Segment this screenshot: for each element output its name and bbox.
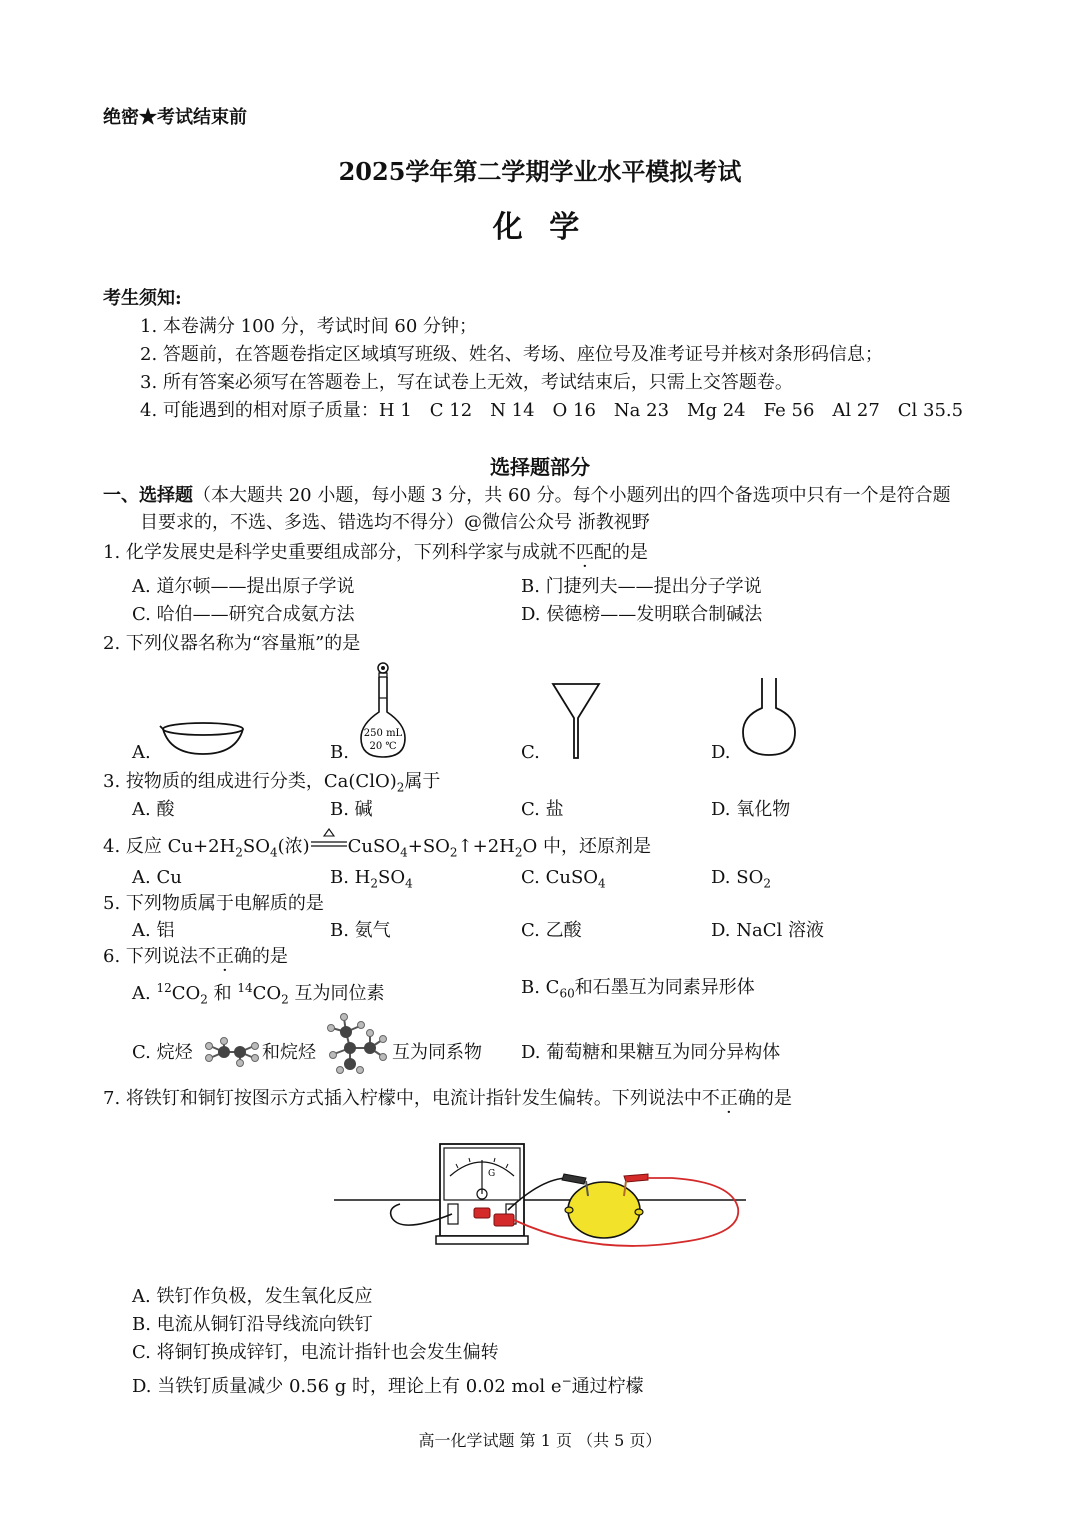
- q5-option-a: A. 铝: [132, 920, 175, 941]
- section-intro-bold: 一、选择题: [103, 485, 193, 506]
- q3-sub: 2: [396, 780, 405, 795]
- lemon-icon: [565, 1182, 643, 1238]
- q7-d-sup: −: [561, 1374, 572, 1388]
- confidential-label: 绝密★考试结束前: [103, 107, 247, 128]
- q3-stem-text: 3. 按物质的组成进行分类，Ca(ClO): [103, 771, 397, 792]
- q6-option-a: [132, 976, 385, 1012]
- branched-alkane-model-icon: [320, 1012, 388, 1074]
- q7-stem-text: 7. 将铁钉和铜钉按图示方式插入柠檬中，电流计指针发生偏转。下列说法中: [103, 1088, 702, 1109]
- q6-b-text: B. C: [521, 977, 560, 998]
- q1-option-d: D. 侯德榜——发明联合制碱法: [521, 604, 763, 625]
- flask-label-volume: 250 mL: [363, 728, 403, 739]
- q1-option-c: C. 哈伯——研究合成氨方法: [132, 604, 355, 625]
- q7-stem: [103, 1087, 792, 1111]
- q4-b-text: SO: [378, 867, 406, 888]
- evaporating-dish-icon: [160, 720, 246, 760]
- q3-option-b: B. 碱: [330, 799, 373, 820]
- q3-stem: [103, 770, 440, 800]
- q6-b-text: 和石墨互为同素异形体: [574, 977, 755, 998]
- q4-option-d: [711, 866, 771, 896]
- q3-option-d: D. 氧化物: [711, 799, 791, 820]
- q4-part: ↑+2H: [457, 836, 515, 857]
- q7-emphasis: 不正确: [701, 1088, 756, 1109]
- funnel-icon: [551, 682, 601, 760]
- q2-option-b: B.: [330, 742, 349, 763]
- q1-emphasis: 不匹配: [557, 542, 612, 563]
- q4-sub: 2: [235, 845, 243, 860]
- q3-option-a: A. 酸: [132, 799, 175, 820]
- q1-stem: [103, 541, 648, 565]
- q6-a-text: 和: [207, 983, 238, 1004]
- q4-stem: [103, 835, 651, 865]
- q4-part: CuSO: [347, 836, 401, 857]
- q2-option-a: A.: [132, 742, 151, 763]
- q4-part: SO: [242, 836, 270, 857]
- q6-option-c-mid: 和烷烃: [262, 1042, 316, 1063]
- q5-option-b: B. 氨气: [330, 920, 391, 941]
- notice-item: 3. 所有答案必须写在答题卷上，写在试卷上无效，考试结束后，只需上交答题卷。: [140, 372, 793, 393]
- q6-a-sup: 12: [156, 981, 172, 995]
- q6-option-c-label: C. 烷烃: [132, 1042, 193, 1063]
- flask-label-temp: 20 ℃: [369, 741, 397, 752]
- q5-option-c: C. 乙酸: [521, 920, 582, 941]
- q4-c-sub: 4: [598, 876, 606, 891]
- q1-stem-text: 1. 化学发展史是科学史重要组成部分，下列科学家与成就: [103, 542, 558, 563]
- notice-item: 1. 本卷满分 100 分，考试时间 60 分钟；: [140, 316, 478, 337]
- q6-emphasis: 不正确: [197, 946, 252, 967]
- q6-a-text: CO: [252, 983, 282, 1004]
- q2-option-d: D.: [711, 742, 731, 763]
- q6-stem: [103, 945, 288, 969]
- q6-a-text: CO: [171, 983, 201, 1004]
- q6-option-c-end: 互为同系物: [392, 1042, 482, 1063]
- q4-sub: 4: [269, 845, 278, 860]
- q7-d-end: 通过柠檬: [571, 1376, 644, 1397]
- q2-option-c: C.: [521, 742, 540, 763]
- section-intro: [103, 484, 951, 508]
- q4-b-sub: 2: [370, 876, 379, 891]
- round-bottom-flask-icon: [740, 676, 798, 758]
- q4-c-text: C. CuSO: [521, 867, 599, 888]
- q6-option-d: D. 葡萄糖和果糖互为同分异构体: [521, 1042, 781, 1063]
- q6-b-sub: 60: [559, 986, 575, 1001]
- q5-option-d: D. NaCl 溶液: [711, 920, 824, 941]
- q4-sub: 4: [400, 845, 408, 860]
- q6-a-sub: 2: [200, 992, 208, 1007]
- meter-label: G: [488, 1169, 496, 1179]
- volumetric-flask-icon: [358, 662, 408, 762]
- q6-stem-end: 的是: [251, 946, 288, 967]
- q4-part: 4. 反应 Cu+2H: [103, 836, 236, 857]
- q3-option-c: C. 盐: [521, 799, 564, 820]
- q4-b-sub: 4: [405, 876, 413, 891]
- section-intro-line2: 目要求的，不选、多选、错选均不得分）@微信公众号 浙教视野: [140, 512, 650, 533]
- q7-option-a: A. 铁钉作负极，发生氧化反应: [132, 1286, 373, 1307]
- galvanometer-icon: [436, 1144, 528, 1244]
- notice-item: 4. 可能遇到的相对原子质量：H 1 C 12 N 14 O 16 Na 23 Mg 24 Fe 56 Al 27 Cl 35.5: [140, 400, 964, 421]
- q4-part: O 中，还原剂是: [522, 836, 651, 857]
- page-footer: 高一化学试题 第 1 页 （共 5 页）: [418, 1431, 662, 1450]
- q4-d-text: D. SO: [711, 867, 764, 888]
- q4-option-b: [330, 866, 413, 896]
- lemon-battery-figure: [332, 1138, 748, 1250]
- q4-option-c: [521, 866, 606, 896]
- q1-option-a: A. 道尔顿——提出原子学说: [132, 576, 355, 597]
- section-title: 选择题部分: [490, 455, 590, 479]
- q1-stem-end: 的是: [611, 542, 648, 563]
- q6-a-text: 互为同位素: [288, 983, 385, 1004]
- subject-title: 化 学: [492, 210, 588, 245]
- q4-d-sub: 2: [763, 876, 771, 891]
- reaction-arrow-icon: [310, 838, 348, 856]
- q6-a-sub: 2: [281, 992, 289, 1007]
- q7-option-c: C. 将铜钉换成锌钉，电流计指针也会发生偏转: [132, 1342, 499, 1363]
- q6-a-text: A.: [132, 983, 157, 1004]
- q6-option-b: [521, 976, 755, 1006]
- q1-option-b: B. 门捷列夫——提出分子学说: [521, 576, 762, 597]
- q7-stem-end: 的是: [755, 1088, 792, 1109]
- notice-heading: 考生须知:: [103, 288, 182, 309]
- notice-item: 2. 答题前，在答题卷指定区域填写班级、姓名、考场、座位号及准考证号并核对条形码信息；: [140, 344, 883, 365]
- q4-sub: 2: [449, 845, 458, 860]
- q6-stem-text: 6. 下列说法: [103, 946, 198, 967]
- q4-part: +SO: [407, 836, 450, 857]
- q5-stem: 5. 下列物质属于电解质的是: [103, 893, 324, 914]
- q7-d-text: D. 当铁钉质量减少 0.56 g 时，理论上有 0.02 mol e: [132, 1376, 562, 1397]
- q3-stem-end: 属于: [404, 771, 441, 792]
- q6-a-sup: 14: [237, 981, 253, 995]
- exam-title: 2025学年第二学期学业水平模拟考试: [338, 157, 742, 186]
- q7-option-d: [132, 1369, 644, 1399]
- q7-option-b: B. 电流从铜钉沿导线流向铁钉: [132, 1314, 373, 1335]
- q4-part: (浓): [277, 836, 310, 857]
- section-intro-text: （本大题共 20 小题，每小题 3 分，共 60 分。每个小题列出的四个备选项中只有一个是符合题: [193, 485, 951, 506]
- q4-b-text: B. H: [330, 867, 371, 888]
- q2-stem: 2. 下列仪器名称为“容量瓶”的是: [103, 633, 361, 654]
- q4-option-a: A. Cu: [132, 867, 182, 888]
- ethane-model-icon: [204, 1038, 260, 1066]
- q4-sub: 2: [514, 845, 523, 860]
